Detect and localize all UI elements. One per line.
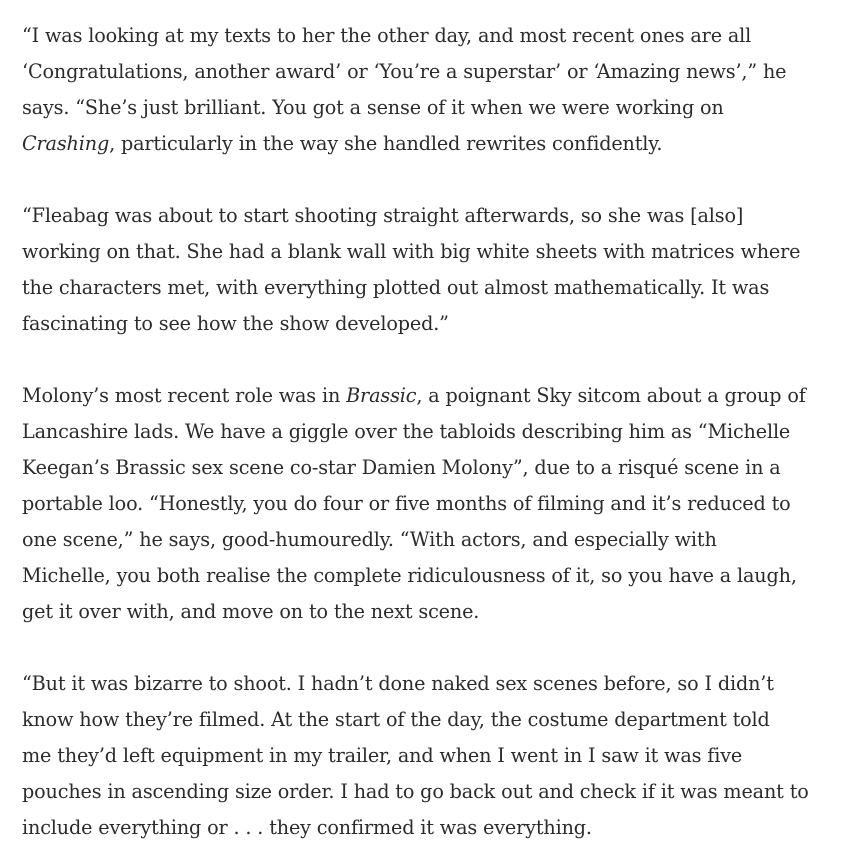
- article-paragraph-2: [22, 198, 829, 342]
- paragraph-line: Lancashire lads. We have a giggle over the tabloids describing him as “Michelle: [22, 420, 791, 443]
- paragraph-line: fascinating to see how the show developed.”: [22, 312, 449, 335]
- paragraph-line: says. “She’s just brilliant. You got a sense of it when we were working on: [22, 96, 724, 119]
- paragraph-line: [22, 126, 829, 162]
- paragraph-line: Michelle, you both realise the complete ridiculousness of it, so you have a laugh,: [22, 564, 797, 587]
- paragraph-line: “I was looking at my texts to her the other day, and most recent ones are all: [22, 24, 752, 47]
- paragraph-line: pouches in ascending size order. I had to go back out and check if it was meant to: [22, 780, 809, 803]
- show-title-crashing: Crashing: [22, 132, 110, 155]
- line-text: , particularly in the way she handled rewrites confidently.: [109, 132, 663, 155]
- article-paragraph-1: [22, 18, 829, 162]
- paragraph-line: portable loo. “Honestly, you do four or five months of filming and it’s reduced to: [22, 492, 791, 515]
- paragraph-line: ‘Congratulations, another award’ or ‘You’re a superstar’ or ‘Amazing news’,” he: [22, 60, 787, 83]
- paragraph-line: know how they’re filmed. At the start of the day, the costume department told: [22, 708, 770, 731]
- article-paragraph-3: [22, 378, 829, 630]
- paragraph-line: get it over with, and move on to the next scene.: [22, 600, 480, 623]
- paragraph-line: Keegan’s Brassic sex scene co-star Damien Molony”, due to a risqué scene in a: [22, 456, 781, 479]
- article-paragraph-4: [22, 666, 829, 846]
- line-text: Molony’s most recent role was in: [22, 384, 347, 407]
- paragraph-line: “Fleabag was about to start shooting straight afterwards, so she was [also]: [22, 204, 744, 227]
- line-text: , a poignant Sky sitcom about a group of: [416, 384, 806, 407]
- show-title-brassic: Brassic: [346, 384, 417, 407]
- paragraph-line: [22, 378, 829, 414]
- paragraph-line: working on that. She had a blank wall with big white sheets with matrices where: [22, 240, 801, 263]
- paragraph-line: one scene,” he says, good-humouredly. “With actors, and especially with: [22, 528, 717, 551]
- paragraph-line: the characters met, with everything plotted out almost mathematically. It was: [22, 276, 770, 299]
- paragraph-line: include everything or . . . they confirmed it was everything.: [22, 816, 592, 839]
- paragraph-line: me they’d left equipment in my trailer, and when I went in I saw it was five: [22, 744, 743, 767]
- paragraph-line: “But it was bizarre to shoot. I hadn’t done naked sex scenes before, so I didn’t: [22, 672, 774, 695]
